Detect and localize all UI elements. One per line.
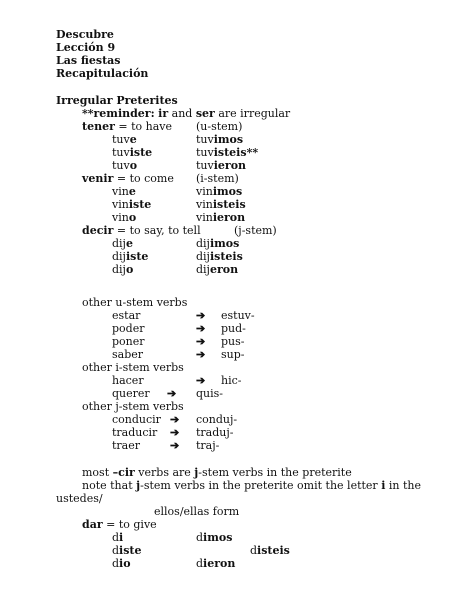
right-arrow-icon: ➔ [196, 309, 206, 322]
u-stem-stem: pud- [221, 322, 246, 335]
venir-yo: vine [112, 185, 136, 198]
section-title: Irregular Preterites [56, 94, 178, 107]
decir-stem-note: (j-stem) [234, 224, 277, 237]
right-arrow-icon: ➔ [196, 348, 206, 361]
venir-nosotros: vinimos [196, 185, 243, 198]
course-title: Descubre [56, 28, 114, 41]
dar-vosotros: disteis [250, 544, 290, 557]
u-stem-stem: pus- [221, 335, 245, 348]
tener-nosotros: tuvimos [196, 133, 244, 146]
venir-ellos: vinieron [196, 211, 246, 224]
dar-yo: di [112, 531, 124, 544]
tener-yo: tuve [112, 133, 137, 146]
right-arrow-icon: ➔ [196, 335, 206, 348]
reminder-label: **reminder: [82, 107, 155, 120]
tener-vosotros: tuvisteis** [196, 146, 259, 159]
right-arrow-icon: ➔ [196, 322, 206, 335]
u-stem-title: other u-stem verbs [82, 296, 188, 309]
reminder-rest: are irregular [218, 107, 291, 120]
right-arrow-icon: ➔ [170, 413, 180, 426]
j-stem-stem: traduj- [196, 426, 234, 439]
dar-ellos: dieron [196, 557, 236, 570]
right-arrow-icon: ➔ [196, 374, 206, 387]
section-recap: Recapitulación [56, 67, 149, 80]
decir-el: dijo [112, 263, 134, 276]
tener-stem-note: (u-stem) [196, 120, 243, 133]
u-stem-verb: saber [112, 348, 144, 361]
venir-heading [82, 172, 174, 185]
verb-tener: tener [82, 120, 115, 133]
decir-vosotros: dijisteis [196, 250, 243, 263]
j-stem-verb: conducir [112, 413, 161, 426]
dar-tu: diste [112, 544, 142, 557]
i-stem-title: other i-stem verbs [82, 361, 184, 374]
verb-dar: dar [82, 518, 103, 531]
venir-meaning: = to come [116, 172, 174, 185]
verb-decir: decir [82, 224, 114, 237]
reminder-line [82, 107, 290, 120]
tener-ellos: tuvieron [196, 159, 247, 172]
omit-i-note-form: ellos/ellas form [154, 505, 240, 518]
u-stem-verb: estar [112, 309, 141, 322]
right-arrow-icon: ➔ [170, 426, 180, 439]
venir-el: vino [112, 211, 137, 224]
dar-meaning: = to give [106, 518, 157, 531]
reminder-and: and [171, 107, 193, 120]
right-arrow-icon: ➔ [170, 439, 180, 452]
decir-tu: dijiste [112, 250, 149, 263]
u-stem-stem: sup- [221, 348, 245, 361]
i-stem-stem: hic- [221, 374, 242, 387]
j-stem-verb: traducir [112, 426, 158, 439]
dar-heading [82, 518, 157, 531]
tener-tu: tuviste [112, 146, 153, 159]
right-arrow-icon: ➔ [167, 387, 177, 400]
tener-heading [82, 120, 172, 133]
i-stem-verb: hacer [112, 374, 144, 387]
decir-nosotros: dijimos [196, 237, 240, 250]
j-stem-title: other j-stem verbs [82, 400, 184, 413]
decir-meaning: = to say, to tell [116, 224, 201, 237]
reminder-verb-ser: ser [195, 107, 215, 120]
u-stem-verb: poder [112, 322, 145, 335]
dar-nosotros: dimos [196, 531, 233, 544]
tener-el: tuvo [112, 159, 138, 172]
omit-i-note: note that j-stem verbs in the preterite omit the letter i in the [82, 479, 421, 492]
decir-ellos: dijeron [196, 263, 239, 276]
lesson-number: Lección 9 [56, 41, 116, 54]
cir-note: most –cir verbs are j-stem verbs in the preterite [82, 466, 352, 479]
i-stem-stem: quis- [196, 387, 224, 400]
j-stem-stem: traj- [196, 439, 220, 452]
decir-heading [82, 224, 201, 237]
omit-i-note-cont: ustedes/ [56, 492, 103, 505]
decir-yo: dije [112, 237, 133, 250]
venir-stem-note: (i-stem) [196, 172, 239, 185]
verb-venir: venir [82, 172, 114, 185]
venir-tu: viniste [112, 198, 152, 211]
i-stem-verb: querer [112, 387, 150, 400]
u-stem-verb: poner [112, 335, 145, 348]
tener-meaning: = to have [118, 120, 172, 133]
venir-vosotros: vinisteis [196, 198, 246, 211]
u-stem-stem: estuv- [221, 309, 255, 322]
j-stem-stem: conduj- [196, 413, 238, 426]
j-stem-verb: traer [112, 439, 141, 452]
reminder-verb-ir: ir [158, 107, 169, 120]
lesson-title: Las fiestas [56, 54, 121, 67]
dar-el: dio [112, 557, 131, 570]
